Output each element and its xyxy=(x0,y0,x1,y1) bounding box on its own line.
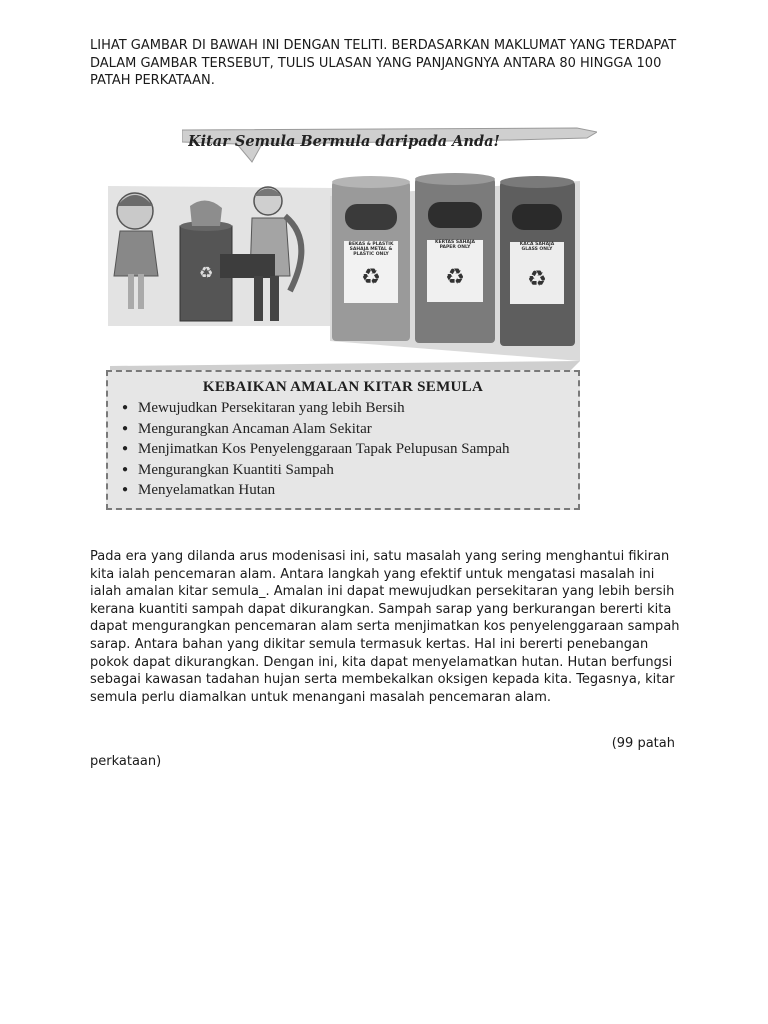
bin-metal-plastic xyxy=(332,176,410,341)
benefit-item: ● Mengurangkan Kuantiti Sampah xyxy=(122,460,578,481)
svg-text:♻: ♻ xyxy=(198,263,214,282)
bin-label-glass: KACA SAHAJA GLASS ONLY xyxy=(519,242,555,252)
bin-glass xyxy=(500,176,575,346)
benefits-box xyxy=(106,370,580,510)
word-count-line-1: (99 patah xyxy=(611,736,675,751)
bin-label-metal-plastic: BEKAS & PLASTIK SAHAJA METAL & PLASTIC ONLY xyxy=(348,242,394,257)
benefit-item: ● Mengurangkan Ancaman Alam Sekitar xyxy=(122,419,578,440)
instruction-text: LIHAT GAMBAR DI BAWAH INI DENGAN TELITI. BERDASARKAN MAKLUMAT YANG TERDAPAT DALAM GAMBAR TERSEBUT, TULIS ULASAN YANG PANJANGNYA ANTARA 80 HINGGA 100 PATAH PERKATAAN. xyxy=(90,38,677,88)
recycling-figure xyxy=(100,126,600,518)
word-count-line-2: perkataan) xyxy=(90,753,162,769)
essay-paragraph: Pada era yang dilanda arus modenisasi ini, satu masalah yang sering menghantui fikiran kita ialah pencemaran alam. Antara langkah yang efektif untuk mengatasi masalah ini ialah amalan kitar semula_. Amalan ini dapat mewujudkan persekitaran yang lebih bersih kerana kuantiti sampah dapat dikurangkan. Sampah sarap yang berkurangan bererti kita dapat mengurangkan pencemaran alam serta menjimatkan kos penyelenggaraan sampah sarap. Antara bahan yang dikitar semula termasuk kertas. Hal ini bererti penebangan pokok dapat dikurangkan. Dengan ini, kita dapat menyelamatkan hutan. Hutan berfungsi sebagai kawasan tadahan hujan serta membekalkan oksigen kepada kita. Tegasnya, kitar semula perlu diamalkan untuk menangani masalah pencemaran alam. xyxy=(90,549,680,705)
benefits-title: KEBAIKAN AMALAN KITAR SEMULA xyxy=(202,379,484,395)
benefit-item: ● Menjimatkan Kos Penyelenggaraan Tapak Pelupusan Sampah xyxy=(122,439,578,460)
banner-title: Kitar Semula Bermula daripada Anda! xyxy=(188,133,500,150)
svg-text:♻: ♻ xyxy=(445,265,465,290)
benefit-item: ● Menyelamatkan Hutan xyxy=(122,480,578,501)
word-count xyxy=(90,735,675,770)
benefits-list xyxy=(108,398,578,501)
benefit-item: ● Mewujudkan Persekitaran yang lebih Bersih xyxy=(122,398,578,419)
svg-text:♻: ♻ xyxy=(527,267,547,292)
bin-paper xyxy=(415,173,495,343)
bin-label-paper: KERTAS SAHAJA PAPER ONLY xyxy=(435,240,475,250)
svg-text:♻: ♻ xyxy=(361,265,381,290)
